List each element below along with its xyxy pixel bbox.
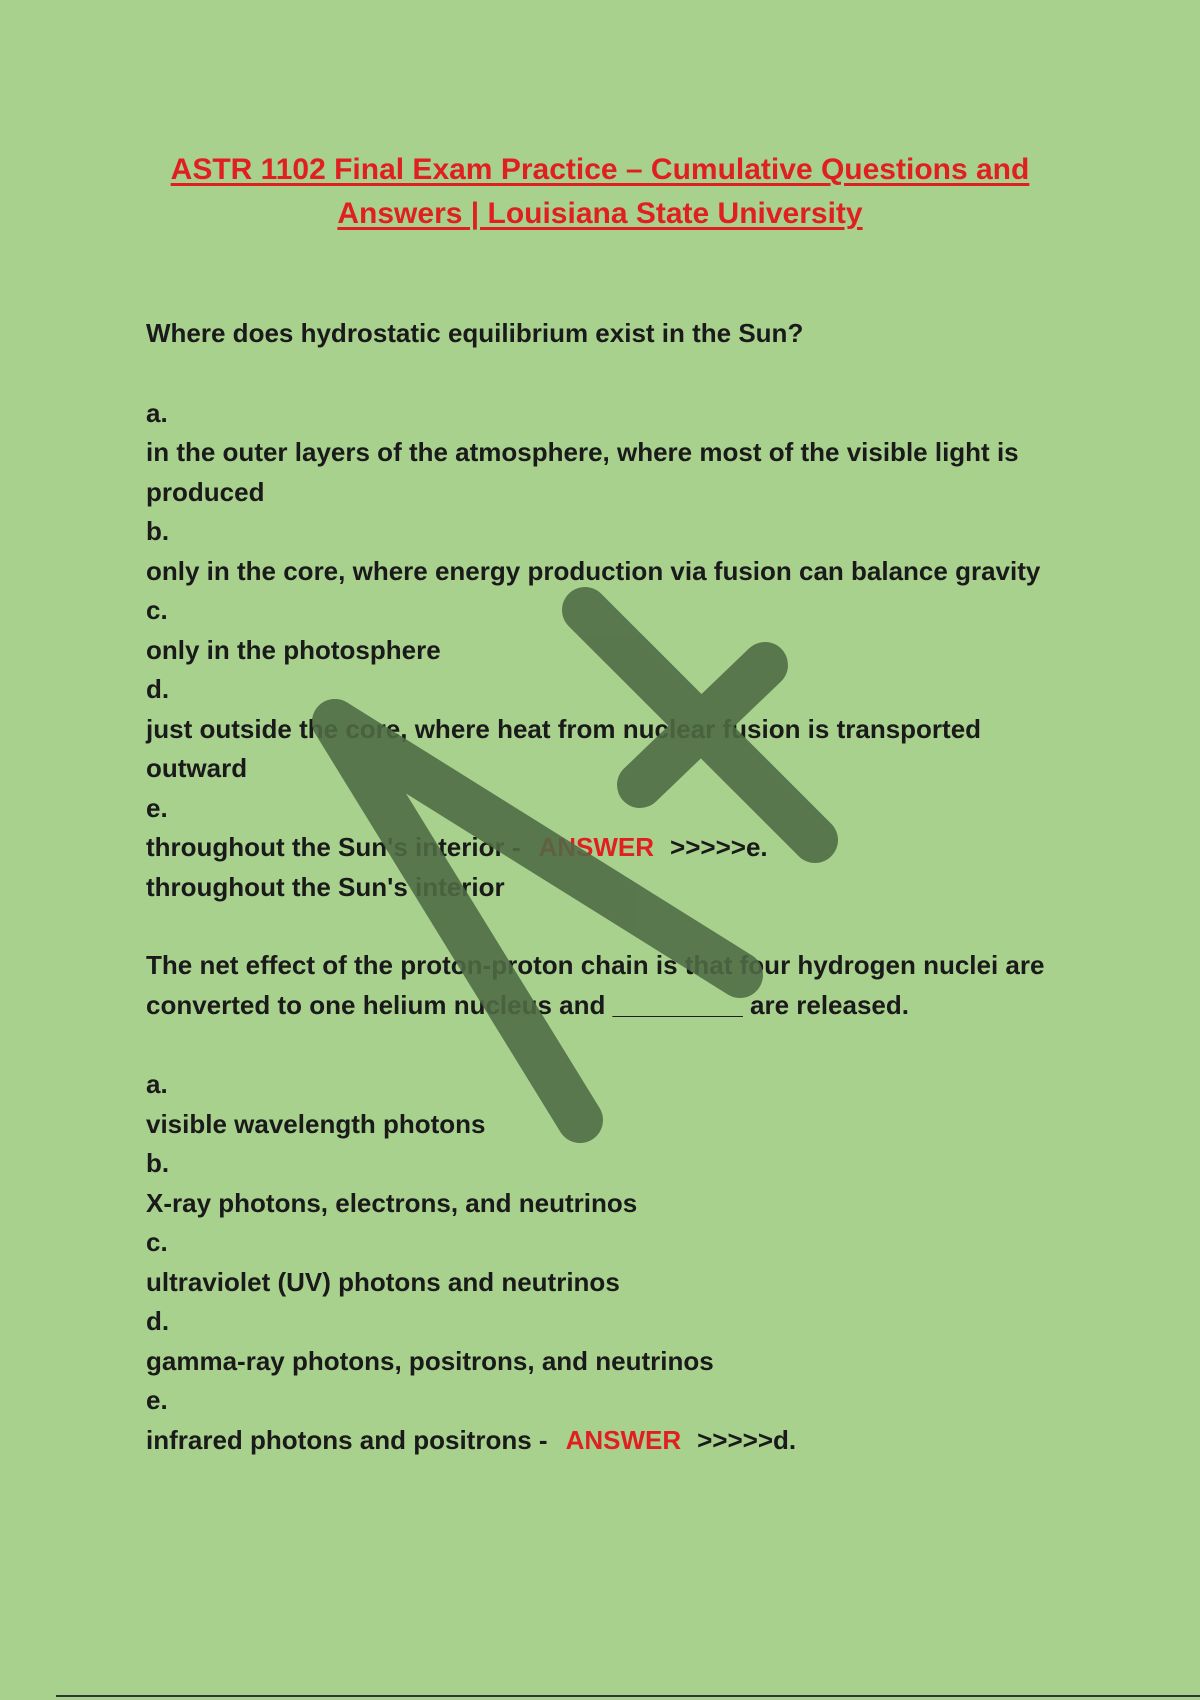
question-2-prompt: The net effect of the proton-proton chain is that four hydrogen nuclei are converted to one helium nucleus and _________ are released. xyxy=(146,950,1045,1020)
option-letter: e. xyxy=(146,792,168,823)
option-letter: c. xyxy=(146,595,168,625)
option-text: gamma-ray photons, positrons, and neutrinos xyxy=(146,1345,714,1376)
option-text: in the outer layers of the atmosphere, where most of the visible light is produced xyxy=(146,437,1019,507)
option-text: only in the photosphere xyxy=(146,634,441,665)
answer-value: >>>>>d. xyxy=(697,1424,797,1455)
document-title: ASTR 1102 Final Exam Practice – Cumulative Questions and Answers | Louisiana State University xyxy=(170,153,1030,230)
option-text: ultraviolet (UV) photons and neutrinos xyxy=(146,1266,620,1297)
answer-line xyxy=(146,828,1076,868)
option-text: X-ray photons, electrons, and neutrinos xyxy=(146,1187,638,1218)
answer-value: >>>>>e. xyxy=(670,832,768,862)
option-text: only in the core, where energy production via fusion can balance gravity xyxy=(146,555,1041,586)
option-letter: a. xyxy=(146,397,168,428)
answer-text: throughout the Sun's interior xyxy=(146,871,505,902)
answer-label: ANSWER xyxy=(565,1424,682,1455)
document-body xyxy=(146,314,1076,1460)
option-letter: b. xyxy=(146,1148,170,1178)
option-letter: d. xyxy=(146,674,170,704)
option-letter: c. xyxy=(146,1227,168,1257)
page-bottom-rule xyxy=(56,1695,1200,1697)
answer-line xyxy=(146,1421,1076,1461)
option-text: visible wavelength photons xyxy=(146,1108,486,1139)
option-letter: a. xyxy=(146,1069,168,1099)
option-letter: e. xyxy=(146,1385,168,1415)
answer-label: ANSWER xyxy=(538,832,655,862)
option-text: throughout the Sun's interior - xyxy=(146,832,521,862)
question-1-prompt: Where does hydrostatic equilibrium exist in the Sun? xyxy=(146,318,804,348)
option-letter: b. xyxy=(146,516,170,546)
option-text: infrared photons and positrons - xyxy=(146,1424,548,1455)
option-letter: d. xyxy=(146,1306,170,1336)
option-text: just outside the core, where heat from nuclear fusion is transported outward xyxy=(146,713,982,783)
